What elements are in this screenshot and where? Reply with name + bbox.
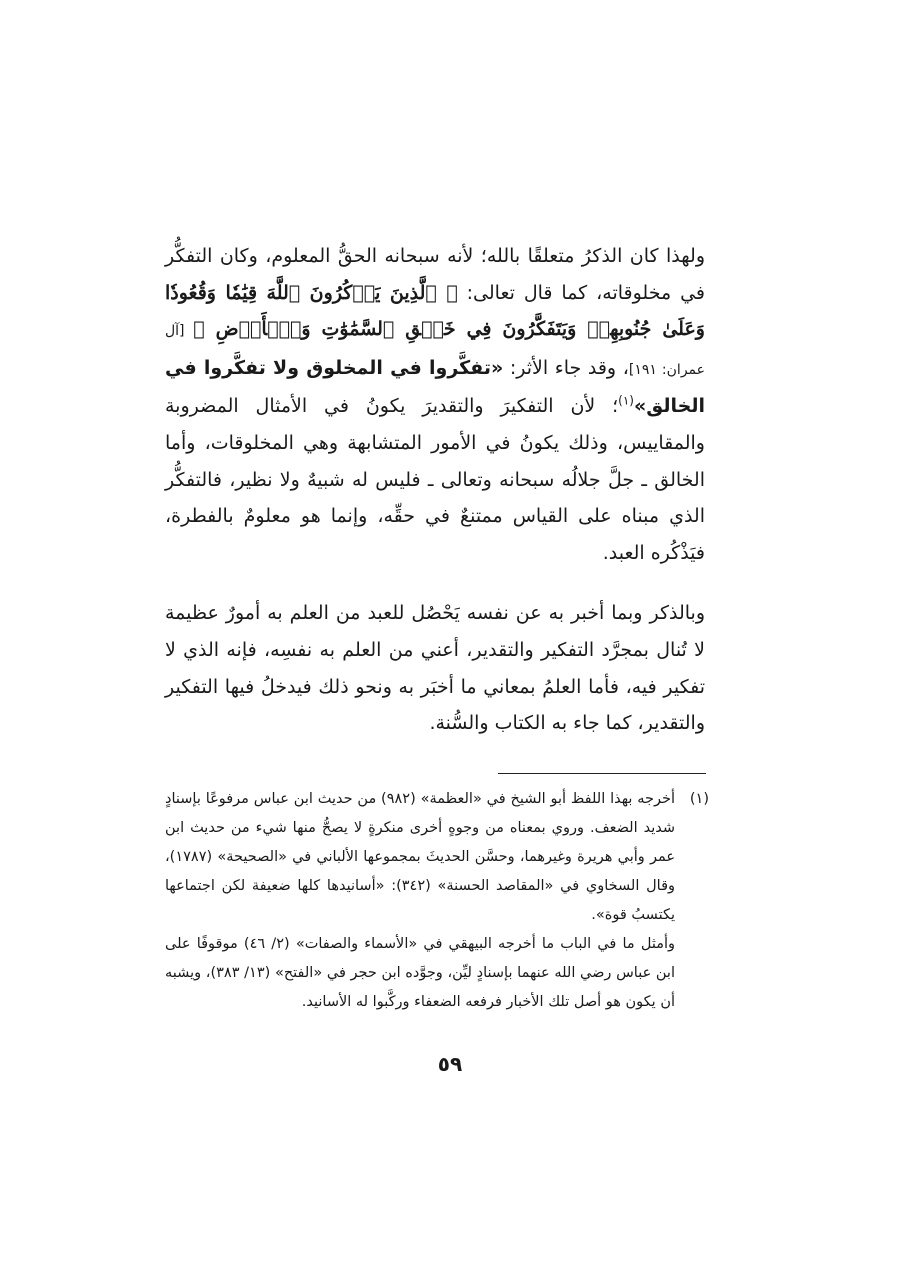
footnotes-block <box>165 785 709 1017</box>
footnote-text-1: أخرجه بهذا اللفظ أبو الشيخ في «العظمة» (٩٨٢) من حديث ابن عباس مرفوعًا بإسنادٍ شديد الضعف. وروي بمعناه من وجوهٍ أخرى منكرةٍ لا يصحُّ منها شيء من حديث ابن عمر وأبي هريرة وغيرهما، وحسَّن الحديثَ بمجموعها الألباني في «الصحيحة» (١٧٨٧)، وقال السخاوي في «المقاصد الحسنة» (٣٤٢): «أسانيدها كلها ضعيفة لكن اجتماعها يكتسبُ قوة». <box>165 791 675 923</box>
footnote-1-continued <box>165 930 709 1017</box>
paragraph-2: وبالذكر وبما أخبر به عن نفسه يَحْصُل للعبد من العلم به أمورٌ عظيمة لا تُنال بمجرَّد التفكير والتقدير، أعني من العلم به نفسِه، فإنه الذي لا تفكير فيه، فأما العلمُ بمعاني ما أخبَر به ونحو ذلك فيدخلُ فيها التفكير والتقدير، كما جاء به الكتاب والسُّنة. <box>165 602 705 735</box>
footnote-1 <box>165 785 709 930</box>
main-text-block <box>165 238 705 742</box>
footnote-text-2: وأمثل ما في الباب ما أخرجه البيهقي في «الأسماء والصفات» (٢/ ٤٦) موقوفًا على ابن عباس رضي الله عنهما بإسنادٍ ليِّن، وجوَّده ابن حجر في «الفتح» (١٣/ ٣٨٣)، ويشبه أن يكون هو أصل تلك الأخبار فرفعه الضعفاء وركَّبوا له الأسانيد. <box>165 936 676 1010</box>
paragraph-1 <box>165 238 705 571</box>
footnote-separator <box>498 773 706 774</box>
page-number: ٥٩ <box>437 1052 463 1076</box>
footnote-number: (١) <box>689 791 709 807</box>
footnote-marker[interactable]: (١) <box>618 394 634 409</box>
verse-reference: [آل عمران: ١٩١] <box>165 323 705 378</box>
quran-verse: ﴿ ٱلَّذِينَ يَذۡكُرُونَ ٱللَّهَ قِيَٰمٗا وَقُعُودٗا وَعَلَىٰ جُنُوبِهِمۡ وَيَتَفَكَّرُونَ فِي خَلۡقِ ٱلسَّمَٰوَٰتِ وَٱلۡأَرۡضِ ﴾ <box>165 281 705 341</box>
paragraph-1-part-3: ؛ لأن التفكيرَ والتقديرَ يكونُ في الأمثال المضروبة والمقاييس، وذلك يكونُ في الأمور المتشابهة وهي المخلوقات، وأما الخالق ـ جلَّ جلالُه سبحانه وتعالى ـ فليس له شبيهٌ ولا نظير، فالتفكُّر الذي مبناه على القياس ممتنعٌ في حقِّه، وإنما هو معلومٌ بالفطرة، فيَذْكُره العبد. <box>165 395 705 564</box>
paragraph-1-part-1: ولهذا كان الذكرُ متعلقًا بالله؛ لأنه سبحانه الحقُّ المعلوم، وكان التفكُّر في مخلوقاته، كما قال تعالى: <box>165 245 705 304</box>
athar-quote: «تفكَّروا في المخلوق ولا تفكَّروا في الخالق» <box>165 356 705 418</box>
paragraph-1-part-2: ، وقد جاء الأثر: <box>503 356 629 379</box>
